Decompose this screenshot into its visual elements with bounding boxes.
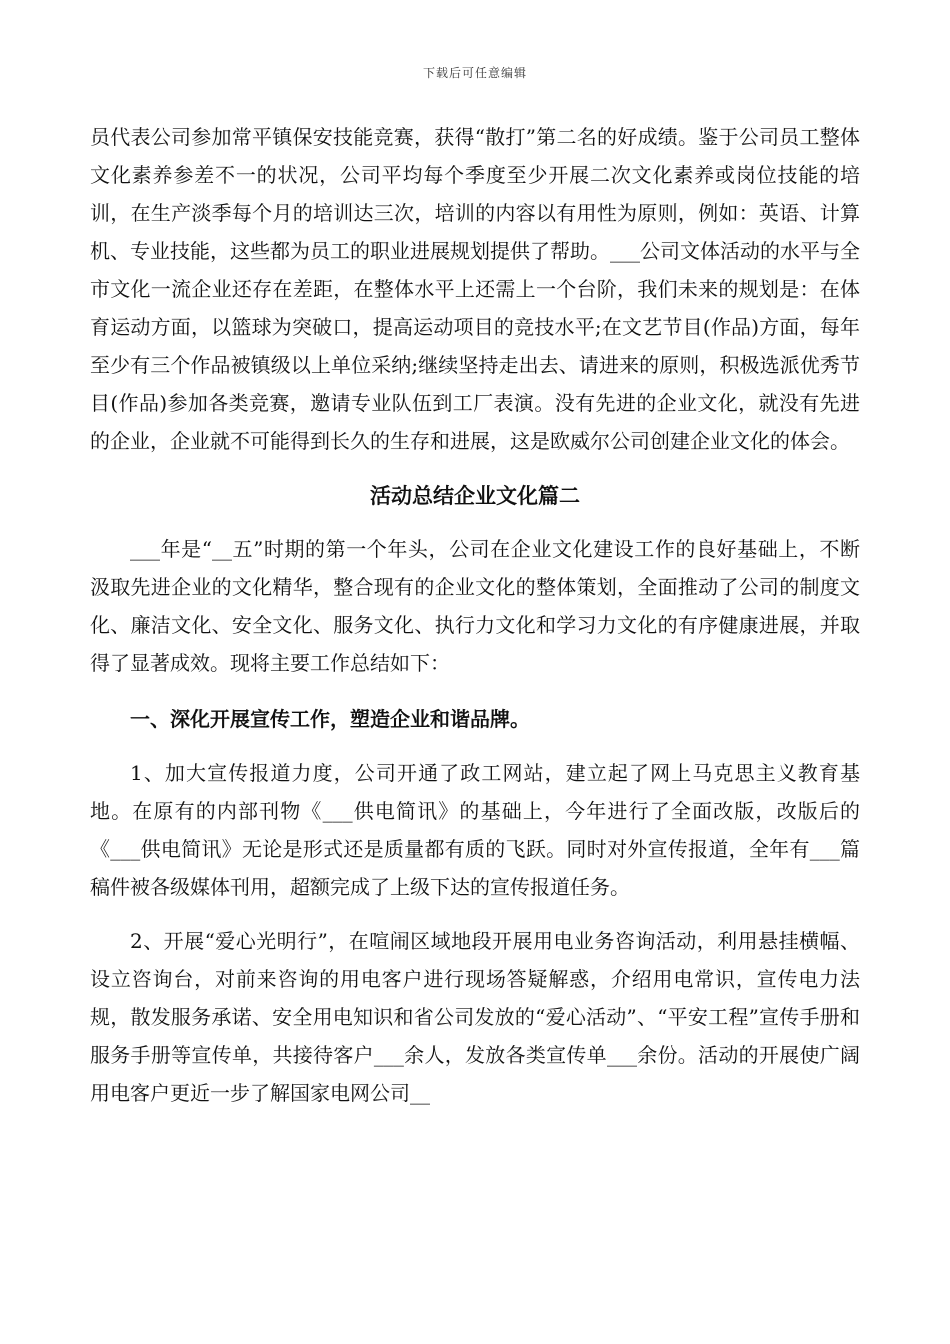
paragraph-2: ___年是“__五”时期的第一个年头，公司在企业文化建设工作的良好基础上，不断汲取先进企业的文化精华，整合现有的企业文化的整体策划，全面推动了公司的制度文化、廉洁文化、安全文化、服务文化、执行力文化和学习力文化的有序健康进展，并取得了显著成效。现将主要工作总结如下： [90, 537, 860, 675]
paragraph-gap [90, 906, 860, 922]
section-heading: 活动总结企业文化篇二 [370, 483, 580, 508]
section-title-1: 一、深化开展宣传工作，塑造企业和谐品牌。 [130, 707, 530, 731]
page-header: 下载后可任意编辑 [422, 66, 527, 80]
paragraph-4: 2、开展“爱心光明行”，在喧闹区域地段开展用电业务咨询活动，利用悬挂横幅、设立咨询台，对前来咨询的用电客户进行现场答疑解惑，介绍用电常识，宣传电力法规，散发服务承诺、安全用电知识和省公司发放的“爱心活动”、“平安工程”宣传手册和服务手册等宣传单，共接待客户___余人，发放各类宣传单___余份。活动的开展使广阔用电客户更近一步了解国家电网公司__ [90, 929, 860, 1105]
paragraph-3: 1、加大宣传报道力度，公司开通了政工网站，建立起了网上马克思主义教育基地。在原有的内部刊物《___供电简讯》的基础上，今年进行了全面改版，改版后的《___供电简讯》无论是形式还是质量都有质的飞跃。同时对外宣传报道，全年有___篇稿件被各级媒体刊用，超额完成了上级下达的宣传报道任务。 [90, 761, 860, 899]
paragraph-1: 员代表公司参加常平镇保安技能竞赛，获得“散打”第二名的好成绩。鉴于公司员工整体文化素养参差不一的状况，公司平均每个季度至少开展二次文化素养或岗位技能的培训，在生产淡季每个月的培训达三次，培训的内容以有用性为原则，例如：英语、计算机、专业技能，这些都为员工的职业进展规划提供了帮助。___公司文体活动的水平与全市文化一流企业还存在差距，在整体水平上还需上一个台阶，我们未来的规划是：在体育运动方面，以篮球为突破口，提高运动项目的竞技水平;在文艺节目(作品)方面，每年至少有三个作品被镇级以上单位采纳;继续坚持走出去、请进来的原则，积极选派优秀节目(作品)参加各类竞赛，邀请专业队伍到工厂表演。没有先进的企业文化，就没有先进的企业，企业就不可能得到长久的生存和进展，这是欧威尔公司创建企业文化的体会。 [90, 125, 860, 453]
document-body [90, 118, 860, 1112]
